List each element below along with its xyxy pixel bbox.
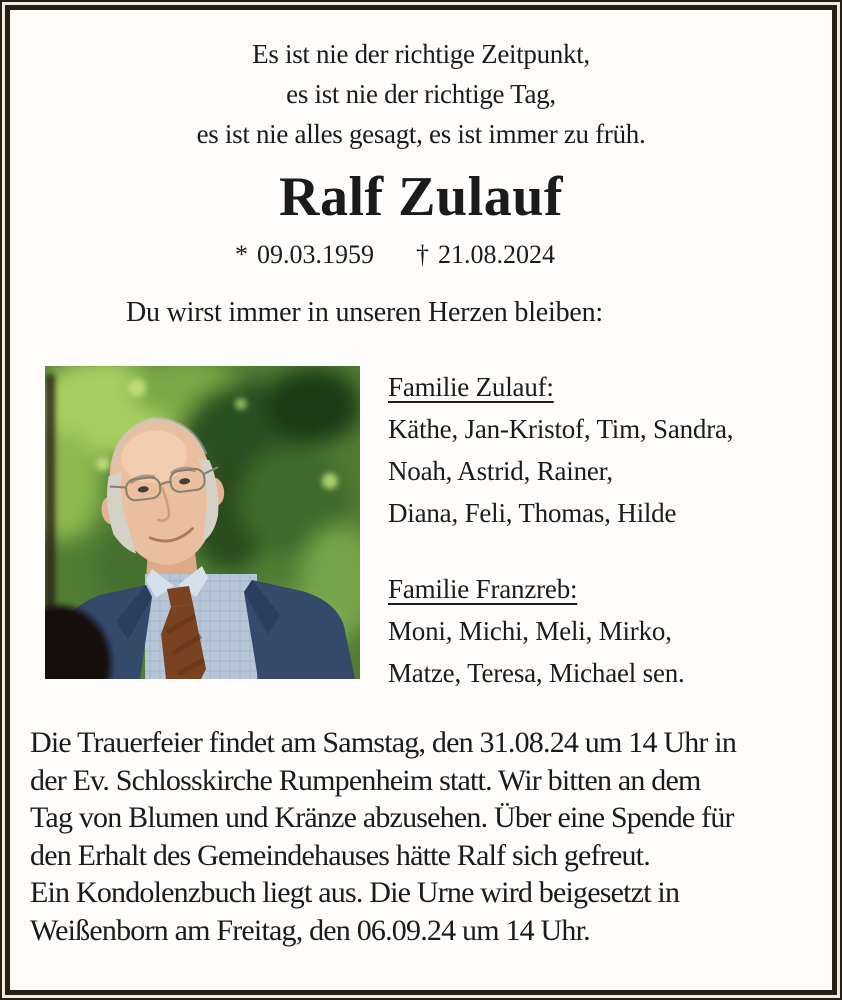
birth-date [235, 238, 374, 272]
intro-line: Du wirst immer in unseren Herzen bleiben: [126, 297, 603, 328]
birth-asterisk-icon: * [235, 240, 248, 269]
family-names-line: Matze, Teresa, Michael sen. [388, 658, 685, 688]
tree-trunk [45, 374, 55, 644]
birth-date-value: 09.03.1959 [257, 240, 374, 269]
family-names-line: Moni, Michi, Meli, Mirko, [388, 616, 672, 646]
announcement-line: Die Trauerfeier findet am Samstag, den 31.08.24 um 14 Uhr in [30, 726, 737, 759]
photo-and-families-row [45, 366, 832, 694]
announcement-line: der Ev. Schlosskirche Rumpenheim statt. Wir bitten an dem [30, 763, 701, 797]
verse-line: Es ist nie der richtige Zeitpunkt, [252, 39, 590, 69]
family-block-zulauf [388, 366, 733, 534]
death-date [416, 238, 555, 272]
family-names-line: Diana, Feli, Thomas, Hilde [388, 498, 677, 528]
verse-line: es ist nie der richtige Tag, [286, 79, 556, 109]
deceased-name: Ralf Zulauf [279, 166, 563, 228]
verse-line: es ist nie alles gesagt, es ist immer zu früh. [196, 119, 646, 149]
family-block-franzreb [388, 568, 733, 694]
announcement-line: Tag von Blumen und Kränze abzusehen. Über eine Spende für [30, 801, 734, 834]
family-lists [388, 366, 733, 694]
tie-knot [167, 586, 193, 607]
family-names-line: Käthe, Jan-Kristof, Tim, Sandra, [388, 414, 734, 444]
funeral-announcement [30, 724, 832, 949]
memorial-verse [10, 34, 832, 154]
announcement-line: Weißenborn am Freitag, den 06.09.24 um 14 Uhr. [30, 913, 590, 947]
obituary-notice [5, 5, 837, 995]
family-title: Familie Zulauf: [388, 372, 554, 402]
portrait-photo [45, 366, 360, 679]
death-date-value: 21.08.2024 [438, 240, 555, 269]
death-dagger-icon: † [416, 240, 429, 269]
announcement-line: den Erhalt des Gemeindehauses hätte Ralf sich gefreut. [30, 838, 650, 872]
life-dates [5, 238, 806, 272]
family-title: Familie Franzreb: [388, 574, 578, 604]
announcement-line: Ein Kondolenzbuch liegt aus. Die Urne wird beigesetzt in [30, 876, 680, 909]
family-names-line: Noah, Astrid, Rainer, [388, 456, 613, 486]
